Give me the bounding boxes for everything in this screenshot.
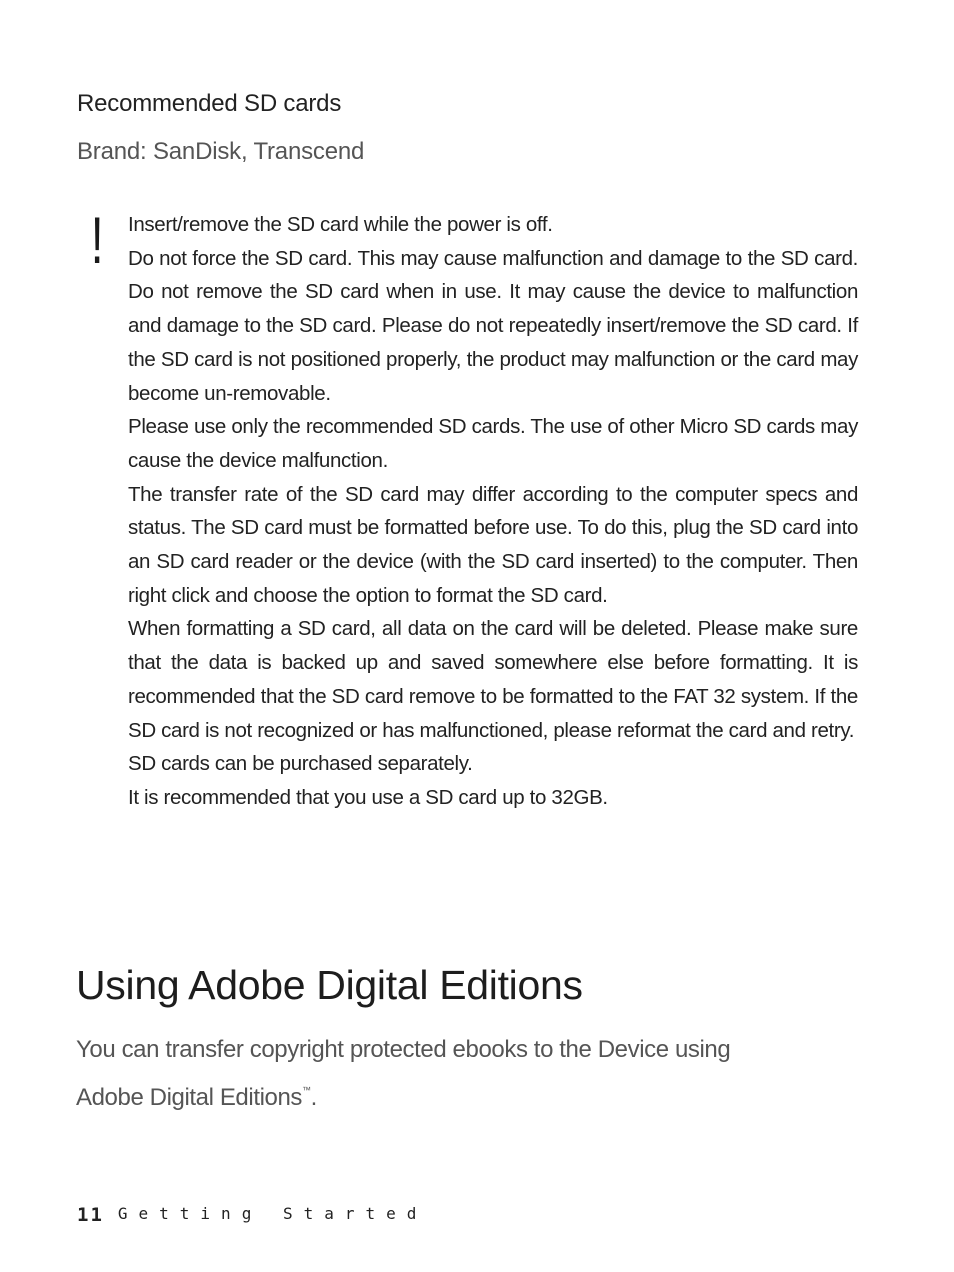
intro-line-2: Adobe Digital Editions <box>76 1084 303 1111</box>
note-max-capacity: It is recommended that you use a SD card up to 32GB. <box>128 785 608 809</box>
section-intro <box>76 1030 836 1118</box>
intro-line-1: You can transfer copyright protected ebooks to the Device using <box>76 1036 731 1063</box>
sd-cards-title: Recommended SD cards <box>77 90 342 117</box>
footer-section-name: Getting Started <box>117 1204 428 1223</box>
warning-icon: ! <box>90 203 104 277</box>
note-power-off: Insert/remove the SD card while the power is off. <box>128 213 553 236</box>
note-purchased-separately: SD cards can be purchased separately. <box>128 752 473 776</box>
page-number: 11 <box>77 1204 104 1226</box>
trademark-symbol: ™ <box>302 1085 311 1095</box>
sd-cards-brand: Brand: SanDisk, Transcend <box>77 138 365 165</box>
section-heading: Using Adobe Digital Editions <box>76 962 583 1008</box>
note-transfer-rate-format: The transfer rate of the SD card may differ according to the computer specs and status. The SD card must be formatted before use. To do this, plug the SD card into an SD card reader or the device (with the SD card inserted) to the computer. Then right click and choose the option to format the SD card. <box>128 482 858 607</box>
intro-period: . <box>310 1084 317 1111</box>
note-formatting-data-loss: When formatting a SD card, all data on the card will be deleted. Please make sure that the data is backed up and saved somewhere else before formatting. It is recommended that the SD card remove to be formatted to the FAT 32 system. If the SD card is not recognized or has malfunctioned, please reformat the card and retry. <box>128 617 858 742</box>
note-recommended-cards: Please use only the recommended SD cards. The use of other Micro SD cards may cause the device malfunction. <box>128 415 858 472</box>
note-do-not-force: Do not force the SD card. This may cause malfunction and damage to the SD card. Do not remove the SD card when in use. It may cause the device to malfunction and damage to the SD card. Please do not repeatedly insert/remove the SD card. If the SD card is not positioned properly, the product may malfunction or the card may become un-removable. <box>128 246 858 405</box>
sd-card-notes <box>128 208 858 815</box>
page-footer <box>77 1204 427 1226</box>
